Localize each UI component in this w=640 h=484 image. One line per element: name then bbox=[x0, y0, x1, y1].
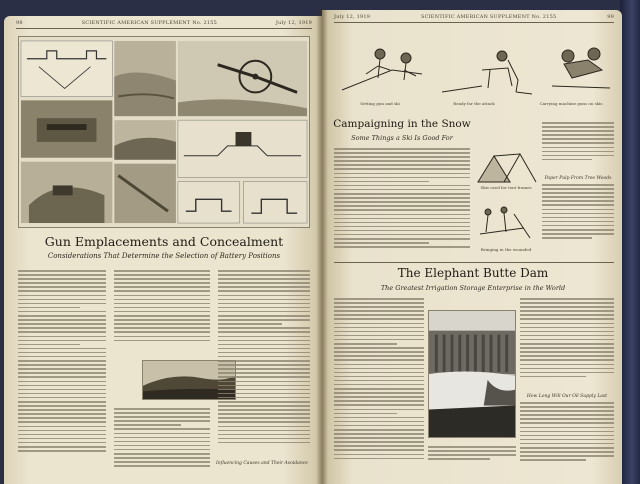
left-column-1 bbox=[18, 270, 106, 476]
caption-wounded: Bringing in the wounded bbox=[480, 247, 532, 252]
caption-setting-gun: Setting gun and ski bbox=[360, 101, 400, 106]
inline-subhead: Influencing Causes and Their Avoidance bbox=[216, 461, 308, 466]
right-running-date: July 12, 1919 bbox=[334, 14, 371, 20]
oil-supply-head: How Long Will Our Oil Supply Last bbox=[526, 394, 608, 399]
left-page-number: 98 bbox=[16, 20, 23, 26]
oil-supply-text bbox=[520, 402, 614, 476]
section-rule bbox=[334, 262, 614, 263]
left-column-3 bbox=[218, 270, 310, 458]
left-headline: Gun Emplacements and Concealment bbox=[44, 234, 284, 249]
right-running-title: SCIENTIFIC AMERICAN SUPPLEMENT No. 2155 bbox=[420, 14, 557, 20]
left-running-date: July 12, 1919 bbox=[275, 20, 312, 26]
right-headline: Campaigning in the Snow bbox=[333, 118, 471, 130]
tent-sled-sketches bbox=[474, 142, 538, 254]
ski-sketches bbox=[332, 30, 614, 108]
caption-tent-frames: Skis used for tent frames bbox=[480, 185, 532, 190]
caption-ready-attack: Ready for the attack bbox=[453, 101, 495, 106]
left-subheadline: Considerations That Determine the Selection of Battery Positions bbox=[47, 252, 281, 260]
book-gutter bbox=[316, 10, 328, 484]
right-page bbox=[322, 10, 622, 484]
header-rule bbox=[16, 28, 312, 29]
left-column-2-top bbox=[114, 270, 210, 350]
dam-subheadline: The Greatest Irrigation Storage Enterprise in the World bbox=[380, 284, 566, 292]
caption-machine-guns: Carrying machine guns on skis bbox=[539, 101, 603, 106]
left-page bbox=[4, 16, 322, 484]
left-running-head bbox=[16, 20, 312, 26]
right-running-head bbox=[334, 14, 614, 20]
sidebar-text-top bbox=[542, 122, 614, 172]
book-binding bbox=[620, 0, 640, 484]
elephant-butte-dam-photo bbox=[428, 310, 516, 438]
paper-pulp-head: Paper Pulp From Tree Woods bbox=[544, 176, 612, 181]
left-running-title: SCIENTIFIC AMERICAN SUPPLEMENT No. 2155 bbox=[81, 20, 217, 26]
right-page-number: 99 bbox=[607, 14, 614, 20]
snow-article-text bbox=[334, 148, 470, 256]
dam-column-1 bbox=[334, 298, 424, 474]
right-header-rule bbox=[334, 22, 614, 23]
illustration-montage bbox=[19, 37, 309, 227]
dam-column-3 bbox=[520, 298, 614, 388]
sidebar-text-bottom bbox=[542, 184, 614, 256]
gun-emplacement-illustrations bbox=[18, 36, 310, 228]
dam-headline: The Elephant Butte Dam bbox=[397, 266, 549, 280]
left-column-2-bottom bbox=[114, 408, 210, 476]
right-subheadline: Some Things a Ski Is Good For bbox=[351, 134, 453, 142]
dam-photo-caption-text bbox=[428, 446, 516, 476]
